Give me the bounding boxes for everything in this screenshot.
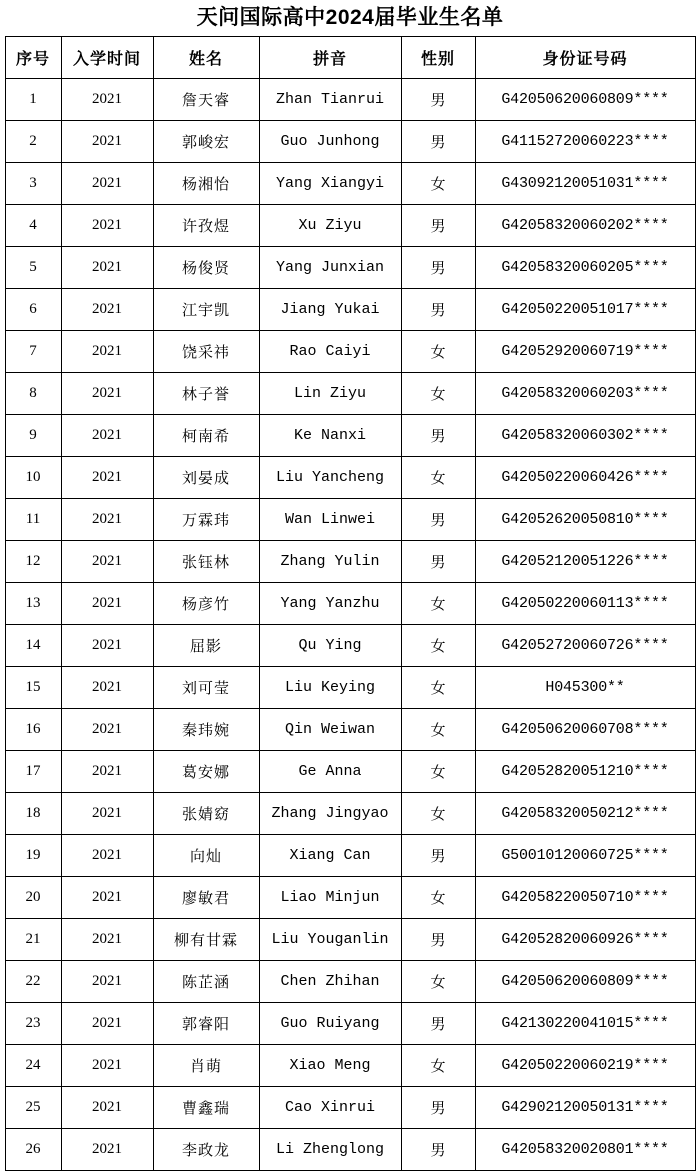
cell-year: 2021 (61, 121, 153, 163)
table-row (5, 289, 695, 331)
table-row (5, 1003, 695, 1045)
cell-id: H045300** (475, 667, 695, 709)
cell-pinyin: Guo Ruiyang (259, 1003, 401, 1045)
cell-gender: 男 (401, 541, 475, 583)
cell-id: G42050620060809**** (475, 961, 695, 1003)
cell-name: 肖萌 (153, 1045, 259, 1087)
table-row (5, 961, 695, 1003)
cell-index: 3 (5, 163, 61, 205)
cell-pinyin: Ke Nanxi (259, 415, 401, 457)
cell-year: 2021 (61, 877, 153, 919)
cell-id: G42058320060302**** (475, 415, 695, 457)
cell-id: G42130220041015**** (475, 1003, 695, 1045)
cell-index: 21 (5, 919, 61, 961)
cell-name: 江宇凯 (153, 289, 259, 331)
cell-index: 25 (5, 1087, 61, 1129)
cell-year: 2021 (61, 625, 153, 667)
cell-gender: 女 (401, 793, 475, 835)
cell-year: 2021 (61, 1045, 153, 1087)
cell-pinyin: Yang Yanzhu (259, 583, 401, 625)
cell-gender: 女 (401, 163, 475, 205)
table-row (5, 919, 695, 961)
table-row (5, 1045, 695, 1087)
table-row (5, 835, 695, 877)
cell-gender: 女 (401, 331, 475, 373)
cell-year: 2021 (61, 583, 153, 625)
cell-index: 2 (5, 121, 61, 163)
cell-gender: 女 (401, 625, 475, 667)
cell-pinyin: Qin Weiwan (259, 709, 401, 751)
cell-index: 19 (5, 835, 61, 877)
cell-gender: 女 (401, 373, 475, 415)
cell-index: 12 (5, 541, 61, 583)
cell-name: 杨俊贤 (153, 247, 259, 289)
cell-name: 葛安娜 (153, 751, 259, 793)
cell-id: G42050220060113**** (475, 583, 695, 625)
cell-name: 柯南希 (153, 415, 259, 457)
cell-year: 2021 (61, 919, 153, 961)
table-row (5, 331, 695, 373)
cell-index: 20 (5, 877, 61, 919)
table-row (5, 163, 695, 205)
cell-pinyin: Zhang Yulin (259, 541, 401, 583)
cell-name: 张婧窈 (153, 793, 259, 835)
cell-id: G42050220051017**** (475, 289, 695, 331)
table-row (5, 877, 695, 919)
cell-id: G42058320060202**** (475, 205, 695, 247)
cell-pinyin: Cao Xinrui (259, 1087, 401, 1129)
cell-year: 2021 (61, 499, 153, 541)
cell-pinyin: Yang Xiangyi (259, 163, 401, 205)
cell-index: 4 (5, 205, 61, 247)
cell-gender: 女 (401, 457, 475, 499)
cell-name: 林子誉 (153, 373, 259, 415)
cell-index: 26 (5, 1129, 61, 1171)
table-row (5, 499, 695, 541)
cell-name: 杨彦竹 (153, 583, 259, 625)
cell-id: G42058320020801**** (475, 1129, 695, 1171)
table-row (5, 625, 695, 667)
column-header-id: 身份证号码 (475, 37, 695, 79)
cell-id: G42052120051226**** (475, 541, 695, 583)
table-row (5, 121, 695, 163)
cell-id: G41152720060223**** (475, 121, 695, 163)
column-header-index: 序号 (5, 37, 61, 79)
cell-name: 秦玮婉 (153, 709, 259, 751)
cell-index: 13 (5, 583, 61, 625)
cell-id: G42058320050212**** (475, 793, 695, 835)
cell-year: 2021 (61, 331, 153, 373)
table-row (5, 373, 695, 415)
cell-year: 2021 (61, 835, 153, 877)
cell-index: 24 (5, 1045, 61, 1087)
cell-gender: 男 (401, 499, 475, 541)
cell-index: 17 (5, 751, 61, 793)
cell-id: G50010120060725**** (475, 835, 695, 877)
cell-id: G42902120050131**** (475, 1087, 695, 1129)
table-row (5, 667, 695, 709)
cell-year: 2021 (61, 415, 153, 457)
table-row (5, 793, 695, 835)
cell-gender: 女 (401, 709, 475, 751)
table-body (5, 79, 695, 1171)
cell-pinyin: Liu Keying (259, 667, 401, 709)
cell-index: 16 (5, 709, 61, 751)
cell-gender: 男 (401, 205, 475, 247)
cell-name: 张钰林 (153, 541, 259, 583)
cell-gender: 男 (401, 1129, 475, 1171)
cell-name: 廖敏君 (153, 877, 259, 919)
cell-id: G42052820060926**** (475, 919, 695, 961)
table-row (5, 583, 695, 625)
cell-index: 9 (5, 415, 61, 457)
table-row (5, 79, 695, 121)
cell-index: 15 (5, 667, 61, 709)
graduates-table (5, 36, 696, 1171)
cell-pinyin: Rao Caiyi (259, 331, 401, 373)
cell-year: 2021 (61, 163, 153, 205)
cell-pinyin: Lin Ziyu (259, 373, 401, 415)
table-row (5, 415, 695, 457)
table-row (5, 751, 695, 793)
cell-year: 2021 (61, 79, 153, 121)
cell-name: 万霖玮 (153, 499, 259, 541)
cell-gender: 男 (401, 835, 475, 877)
cell-pinyin: Liao Minjun (259, 877, 401, 919)
cell-index: 11 (5, 499, 61, 541)
cell-name: 许孜煜 (153, 205, 259, 247)
cell-gender: 女 (401, 583, 475, 625)
table-row (5, 541, 695, 583)
cell-id: G42052820051210**** (475, 751, 695, 793)
table-header-row (5, 37, 695, 79)
cell-gender: 男 (401, 289, 475, 331)
cell-id: G42058320060203**** (475, 373, 695, 415)
cell-index: 14 (5, 625, 61, 667)
column-header-pinyin: 拼音 (259, 37, 401, 79)
cell-year: 2021 (61, 541, 153, 583)
cell-year: 2021 (61, 751, 153, 793)
cell-id: G42052920060719**** (475, 331, 695, 373)
cell-year: 2021 (61, 1003, 153, 1045)
table-row (5, 457, 695, 499)
cell-name: 李政龙 (153, 1129, 259, 1171)
cell-gender: 男 (401, 1003, 475, 1045)
cell-id: G42050220060426**** (475, 457, 695, 499)
cell-index: 8 (5, 373, 61, 415)
cell-id: G42050620060708**** (475, 709, 695, 751)
cell-pinyin: Xiao Meng (259, 1045, 401, 1087)
cell-index: 23 (5, 1003, 61, 1045)
column-header-name: 姓名 (153, 37, 259, 79)
cell-index: 18 (5, 793, 61, 835)
cell-pinyin: Liu Yancheng (259, 457, 401, 499)
cell-gender: 女 (401, 877, 475, 919)
column-header-year: 入学时间 (61, 37, 153, 79)
cell-pinyin: Li Zhenglong (259, 1129, 401, 1171)
cell-pinyin: Liu Youganlin (259, 919, 401, 961)
cell-gender: 女 (401, 667, 475, 709)
cell-pinyin: Xu Ziyu (259, 205, 401, 247)
cell-name: 曹鑫瑞 (153, 1087, 259, 1129)
cell-pinyin: Ge Anna (259, 751, 401, 793)
cell-name: 刘可莹 (153, 667, 259, 709)
cell-name: 向灿 (153, 835, 259, 877)
cell-pinyin: Yang Junxian (259, 247, 401, 289)
cell-pinyin: Zhan Tianrui (259, 79, 401, 121)
cell-year: 2021 (61, 667, 153, 709)
cell-name: 柳有甘霖 (153, 919, 259, 961)
cell-index: 7 (5, 331, 61, 373)
cell-name: 屈影 (153, 625, 259, 667)
cell-id: G43092120051031**** (475, 163, 695, 205)
cell-pinyin: Qu Ying (259, 625, 401, 667)
cell-year: 2021 (61, 793, 153, 835)
table-row (5, 205, 695, 247)
cell-gender: 女 (401, 1045, 475, 1087)
cell-index: 5 (5, 247, 61, 289)
cell-gender: 男 (401, 1087, 475, 1129)
cell-gender: 男 (401, 247, 475, 289)
cell-id: G42050220060219**** (475, 1045, 695, 1087)
cell-id: G42058320060205**** (475, 247, 695, 289)
cell-pinyin: Zhang Jingyao (259, 793, 401, 835)
cell-gender: 男 (401, 79, 475, 121)
table-row (5, 247, 695, 289)
cell-id: G42052620050810**** (475, 499, 695, 541)
cell-name: 詹天睿 (153, 79, 259, 121)
cell-pinyin: Wan Linwei (259, 499, 401, 541)
cell-id: G42050620060809**** (475, 79, 695, 121)
cell-gender: 男 (401, 415, 475, 457)
cell-gender: 男 (401, 919, 475, 961)
column-header-gender: 性别 (401, 37, 475, 79)
cell-year: 2021 (61, 1129, 153, 1171)
cell-id: G42058220050710**** (475, 877, 695, 919)
table-header (5, 37, 695, 79)
cell-year: 2021 (61, 289, 153, 331)
cell-id: G42052720060726**** (475, 625, 695, 667)
cell-gender: 女 (401, 961, 475, 1003)
cell-year: 2021 (61, 1087, 153, 1129)
cell-name: 郭峻宏 (153, 121, 259, 163)
cell-pinyin: Xiang Can (259, 835, 401, 877)
cell-name: 杨湘怡 (153, 163, 259, 205)
cell-index: 10 (5, 457, 61, 499)
cell-name: 饶采祎 (153, 331, 259, 373)
cell-year: 2021 (61, 205, 153, 247)
cell-pinyin: Guo Junhong (259, 121, 401, 163)
table-row (5, 709, 695, 751)
cell-index: 1 (5, 79, 61, 121)
cell-year: 2021 (61, 457, 153, 499)
cell-pinyin: Jiang Yukai (259, 289, 401, 331)
cell-name: 刘晏成 (153, 457, 259, 499)
cell-gender: 男 (401, 121, 475, 163)
cell-year: 2021 (61, 373, 153, 415)
cell-year: 2021 (61, 247, 153, 289)
cell-name: 陈芷涵 (153, 961, 259, 1003)
cell-year: 2021 (61, 709, 153, 751)
cell-year: 2021 (61, 961, 153, 1003)
table-row (5, 1087, 695, 1129)
cell-pinyin: Chen Zhihan (259, 961, 401, 1003)
cell-index: 22 (5, 961, 61, 1003)
page-title: 天问国际高中2024届毕业生名单 (196, 6, 504, 29)
cell-name: 郭睿阳 (153, 1003, 259, 1045)
cell-index: 6 (5, 289, 61, 331)
cell-gender: 女 (401, 751, 475, 793)
